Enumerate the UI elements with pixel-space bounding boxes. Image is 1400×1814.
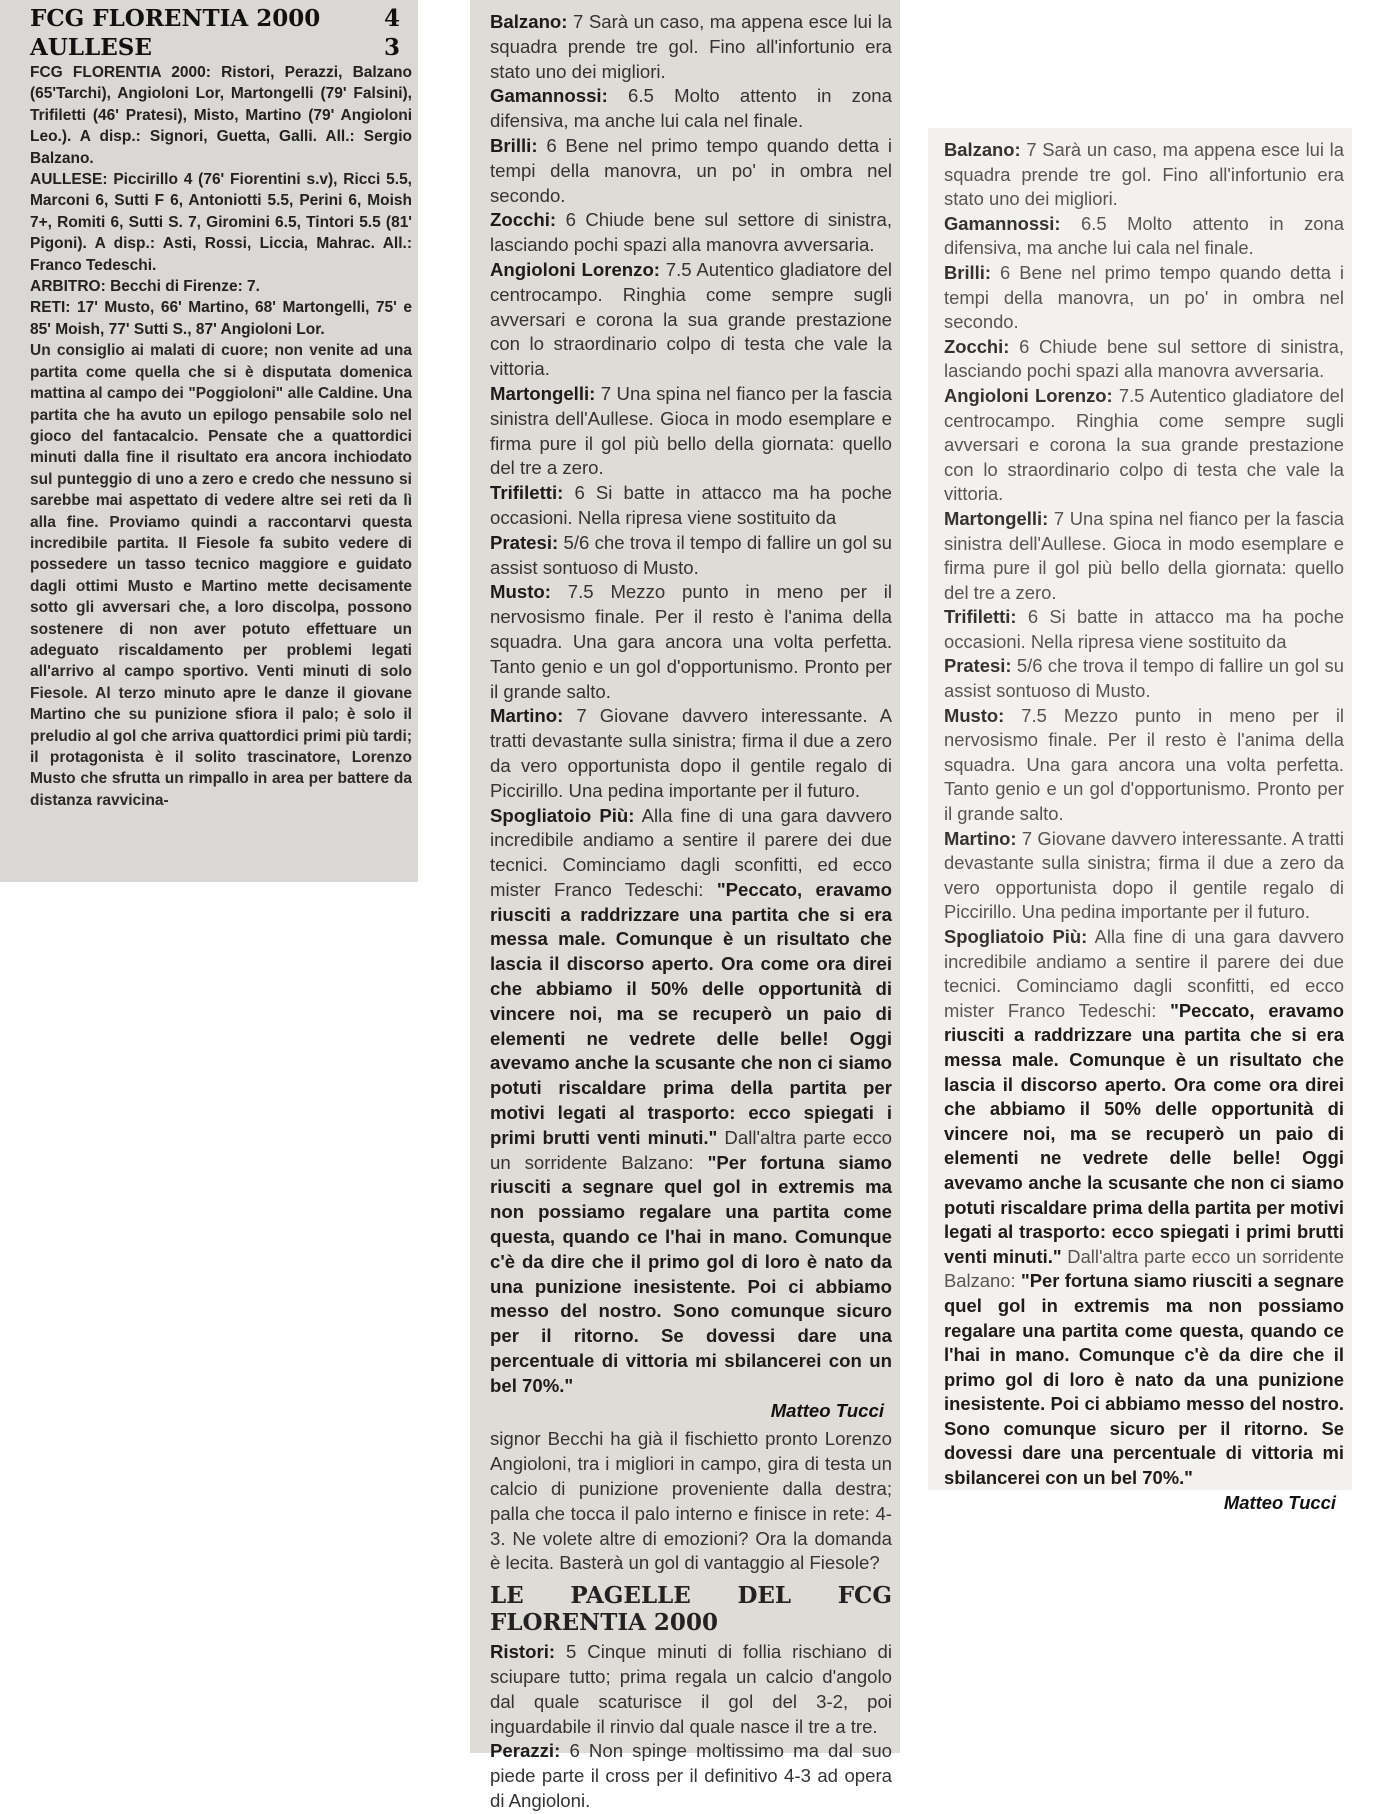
player-name: Brilli:	[490, 134, 538, 156]
author-signature-copy: Matteo Tucci	[1223, 1491, 1336, 1513]
player-name: Balzano:	[490, 11, 568, 32]
spogliatoio-label-copy: Spogliatoio Più:	[944, 926, 1088, 947]
player-name-copy: Balzano:	[944, 139, 1021, 160]
referee-label: ARBITRO:	[30, 278, 106, 296]
rating-entry	[490, 10, 892, 84]
player-name: Gamannossi:	[490, 85, 608, 107]
away-lineup-text: Piccirillo 4 (76' Fiorentini s.v), Ricci 5.5, Marconi 6, Sutti F 6, Antoniotti 5.5, Perini 6, Moish 7+, Romiti 6, Sutti S. 7, Giromini 6.5, Tintori 5.5 (81' Pigoni). A disp.: Asti, Rossi, Liccia, Mahrac. All.: Franco Tedeschi.	[30, 171, 412, 274]
rating-entry	[490, 1739, 892, 1813]
player-name: Angioloni Lorenzo:	[490, 258, 660, 280]
balzano-quote: "Per fortuna siamo riusciti a segnare quel gol in extremis ma non possiamo regalare una partita come questa, quando ce l'hai in mano. Comunque c'è da dire che il primo gol di loro è nato da una punizione inesistente. Poi ci abbiamo messo del nostro. Sono comunque sicuro per il ritorno. Se dovessi dare una percentuale di vittoria mi sbilancerei con un bel 70%."	[490, 1151, 893, 1396]
player-name-copy: Trifiletti:	[944, 606, 1017, 628]
ratings-list	[490, 10, 892, 804]
goals-line	[30, 297, 412, 340]
rating-entry	[490, 1640, 892, 1739]
player-rating-text: 7 Sarà un caso, ma appena esce lui la squadra prende tre gol. Fino all'infortunio era stato uno dei migliori.	[490, 11, 893, 82]
rating-entry-copy	[944, 654, 1344, 703]
player-rating-text-copy: 7 Sarà un caso, ma appena esce lui la squadra prende tre gol. Fino all'infortunio era stato uno dei migliori.	[944, 139, 1344, 210]
player-name: Zocchi:	[490, 209, 557, 231]
home-team-name: FCG FLORENTIA 2000	[30, 5, 321, 32]
player-rating-text-copy: 6 Bene nel primo tempo quando detta i tempi della manovra, un po' in ombra nel secondo.	[944, 261, 1344, 333]
ratings-list-copy	[944, 138, 1344, 925]
player-name-copy: Angioloni Lorenzo:	[944, 384, 1113, 406]
home-lineup-label: FCG FLORENTIA 2000:	[30, 64, 211, 81]
player-rating-text: 7 Giovane davvero interessante. A tratti devastante sulla sinistra; firma il due a zero da vero opportunista dopo il gentile regalo di Piccirillo. Una pedina importante per il futuro.	[490, 705, 892, 801]
player-rating-text-copy: 5/6 che trova il tempo di fallire un gol su assist sontuoso di Musto.	[944, 655, 1344, 702]
rating-entry-copy	[944, 827, 1344, 925]
rating-entry-copy	[944, 507, 1344, 605]
spogliatoio-entry-copy	[944, 925, 1344, 1491]
player-name-copy: Pratesi:	[944, 655, 1012, 677]
spogliatoio-intro: Alla fine di una gara davvero incredibile andiamo a sentire il parere dei due tecnici. Cominciamo dagli sconfitti, ed ecco mister Franco Tedeschi:	[490, 804, 892, 900]
player-name: Ristori:	[490, 1641, 556, 1663]
player-rating-text: 6.5 Molto attento in zona difensiva, ma anche lui cala nel finale.	[490, 85, 892, 132]
rating-entry	[490, 704, 892, 803]
spogliatoio-middle: Dall'altra parte ecco un sorridente Balzano:	[490, 1126, 892, 1173]
player-rating-text: 7.5 Mezzo punto in meno per il nervosismo finale. Per il resto è l'anima della squadra. Una gara ancora una volta perfetta. Tanto genio e un gol d'opportunismo. Pronto per il grande salto.	[490, 581, 892, 702]
player-rating-text-copy: 7 Una spina nel fianco per la fascia sinistra dell'Aullese. Gioca in modo esemplare e firma pure il gol più bello della giornata: quello del tre a zero.	[944, 507, 1344, 603]
pagelle-list	[490, 1640, 892, 1814]
rating-entry-copy	[944, 384, 1344, 507]
player-rating-text-copy: 6 Chiude bene sul settore di sinistra, lasciando pochi spazi alla manovra avversaria.	[944, 335, 1344, 382]
referee-line	[30, 276, 412, 297]
rating-entry-copy	[944, 261, 1344, 335]
player-rating-text: 6 Si batte in attacco ma ha poche occasioni. Nella ripresa viene sostituito da	[490, 482, 892, 528]
rating-entry-copy	[944, 605, 1344, 654]
away-score-line	[30, 33, 412, 62]
player-rating-text-copy: 7.5 Autentico gladiatore del centrocampo. Ringhia come sempre sugli avversari e corona la sua grande prestazione con lo straordinario colpo di testa che vale la vittoria.	[944, 384, 1344, 505]
spogliatoio-middle-copy: Dall'altra parte ecco un sorridente Balzano:	[944, 1245, 1344, 1292]
pagelle-title: LE PAGELLE DEL FCG FLORENTIA 2000	[490, 1582, 892, 1637]
player-name-copy: Gamannossi:	[944, 212, 1061, 234]
player-name-copy: Zocchi:	[944, 335, 1010, 357]
home-score-line	[30, 4, 412, 33]
goals-label: RETI:	[30, 299, 71, 317]
tedeschi-quote: "Peccato, eravamo riusciti a raddrizzare una partita che si era messa male. Comunque è un risultato che lascia il discorso aperto. Ora come ora direi che abbiamo il 50% delle opportunità di vincere noi, ma se recuperò un paio di elementi ne vedrete delle belle! Oggi avevamo anche la scusante che non ci siamo potuti riscaldare prima della partita per motivi legati al trasporto: ecco spiegati i primi brutti venti minuti."	[490, 878, 892, 1148]
rating-entry	[490, 481, 892, 531]
referee-text: Becchi di Firenze: 7.	[110, 278, 260, 296]
player-name-copy: Martongelli:	[944, 507, 1049, 529]
player-rating-text: 5/6 che trova il tempo di fallire un gol su assist sontuoso di Musto.	[490, 531, 892, 578]
goals-text: 17' Musto, 66' Martino, 68' Martongelli, 75' e 85' Moish, 77' Sutti S., 87' Angioloni Lor.	[30, 299, 412, 338]
home-lineup-text: Ristori, Perazzi, Balzano (65'Tarchi), Angioloni Lor, Martongelli (79' Falsini), Trifiletti (46' Pratesi), Misto, Martino (79' Angioloni Leo.). A disp.: Signori, Guetta, Galli. All.: Sergio Balzano.	[30, 64, 412, 167]
spogliatoio-label: Spogliatoio Più:	[490, 804, 635, 826]
away-lineup	[30, 169, 412, 276]
player-rating-text-copy: 6 Si batte in attacco ma ha poche occasioni. Nella ripresa viene sostituito da	[944, 606, 1344, 652]
player-rating-text: 6 Bene nel primo tempo quando detta i tempi della manovra, un po' in ombra nel secondo.	[490, 134, 892, 206]
player-name: Musto:	[490, 581, 551, 603]
away-lineup-label: AULLESE:	[30, 171, 108, 189]
balzano-quote-copy: "Per fortuna siamo riusciti a segnare quel gol in extremis ma non possiamo regalare una partita come questa, quando ce l'hai in mano. Comunque c'è da dire che il primo gol di loro è nato da una punizione inesistente. Poi ci abbiamo messo del nostro. Sono comunque sicuro per il ritorno. Se dovessi dare una percentuale di vittoria mi sbilancerei con un bel 70%."	[944, 1270, 1344, 1489]
away-team-name: AULLESE	[30, 34, 152, 61]
player-name: Martino:	[490, 705, 564, 727]
tedeschi-quote-copy: "Peccato, eravamo riusciti a raddrizzare una partita che si era messa male. Comunque è un risultato che lascia il discorso aperto. Ora come ora direi che abbiamo il 50% delle opportunità di vincere noi, ma se recuperò un paio di elementi ne vedrete delle belle! Oggi avevamo anche la scusante che non ci siamo potuti riscaldare prima della partita per motivi legati al trasporto: ecco spiegati i primi brutti venti minuti."	[944, 999, 1344, 1267]
player-name: Martongelli:	[490, 382, 596, 404]
home-team-score: 4	[383, 5, 400, 32]
rating-entry	[490, 258, 892, 382]
player-rating-text: 7 Una spina nel fianco per la fascia sinistra dell'Aullese. Gioca in modo esemplare e firma pure il gol più bello della giornata: quello del tre a zero.	[490, 382, 892, 479]
rating-entry	[490, 134, 892, 208]
rating-entry-copy	[944, 704, 1344, 827]
rating-entry-copy	[944, 138, 1344, 212]
player-name-copy: Martino:	[944, 827, 1017, 849]
ratings-clipping	[470, 0, 900, 1811]
player-rating-text: 6 Non spinge moltissimo ma dal suo piede parte il cross per il definitivo 4-3 ad opera di Angioloni.	[490, 1740, 893, 1811]
player-name: Perazzi:	[490, 1740, 561, 1762]
away-team-score: 3	[383, 34, 400, 61]
home-lineup	[30, 62, 412, 169]
rating-entry	[490, 531, 892, 581]
player-name-copy: Brilli:	[944, 261, 992, 283]
player-rating-text: 5 Cinque minuti di follia rischiano di sciupare tutto; prima regala un calcio d'angolo dal quale scaturisce il gol del 3-2, poi inguardabile il rinvio dal quale nasce il tre a tre.	[490, 1641, 892, 1737]
rating-entry-copy	[944, 212, 1344, 261]
player-rating-text-copy: 7 Giovane davvero interessante. A tratti devastante sulla sinistra; firma il due a zero da vero opportunista dopo il gentile regalo di Piccirillo. Una pedina importante per il futuro.	[944, 827, 1344, 923]
rating-entry	[490, 208, 892, 258]
match-narrative: Un consiglio ai malati di cuore; non venite ad una partita come quella che si è disputata domenica mattina al campo dei "Poggioloni" alle Caldine. Una partita che ha avuto un epilogo pensabile solo nel gioco del fantacalcio. Pensate che a quattordici minuti dalla fine il risultato era ancora inchiodato sul punteggio di uno a zero e credo che nessuno si sarebbe mai aspettato di vedere altre sei reti da lì alla fine. Proviamo quindi a raccontarvi questa incredibile partita. Il Fiesole fa subito vedere di possedere un tasso tecnico maggiore e guidato dagli ottimi Musto e Martino mette decisamente sotto gli avversari che, a loro discolpa, possono sostenere di non aver potuto effettuare un adeguato riscaldamento per problemi legati all'arrivo al campo sportivo. Venti minuti di solo Fiesole. Al terzo minuto apre le danze il giovane Martino che su punizione sfiora il palo; è solo il preludio al gol che arriva quattordici primi più tardi; il protagonista è il solito trascinatore, Lorenzo Musto che sfrutta un rimpallo in area per battere da distanza ravvicina-	[30, 342, 412, 809]
rating-entry	[490, 84, 892, 134]
player-name-copy: Musto:	[944, 704, 1005, 726]
rating-entry	[490, 382, 892, 481]
player-name: Pratesi:	[490, 531, 559, 553]
player-name: Trifiletti:	[490, 482, 564, 504]
rating-entry	[490, 580, 892, 704]
match-summary-clipping	[0, 0, 418, 882]
ratings-clipping-copy	[928, 128, 1352, 1513]
player-rating-text: 7.5 Autentico gladiatore del centrocampo. Ringhia come sempre sugli avversari e corona la sua grande prestazione con lo straordinario colpo di testa che vale la vittoria.	[490, 258, 892, 380]
player-rating-text: 6 Chiude bene sul settore di sinistra, lasciando pochi spazi alla manovra avversaria.	[490, 209, 892, 256]
author-signature: Matteo Tucci	[770, 1399, 884, 1421]
spogliatoio-intro-copy: Alla fine di una gara davvero incredibile andiamo a sentire il parere dei due tecnici. Cominciamo dagli sconfitti, ed ecco mister Franco Tedeschi:	[944, 926, 1344, 1021]
rating-entry-copy	[944, 335, 1344, 384]
player-rating-text-copy: 6.5 Molto attento in zona difensiva, ma anche lui cala nel finale.	[944, 212, 1344, 259]
match-narrative-continuation: signor Becchi ha già il fischietto pronto Lorenzo Angioloni, tra i migliori in campo, gira di testa un calcio di punizione proveniente dalla destra; palla che tocca il palo interno e finisce in rete: 4-3. Ne volete altre di emozioni? Ora la domanda è lecita. Basterà un gol di vantaggio al Fiesole?	[490, 1428, 892, 1574]
player-rating-text-copy: 7.5 Mezzo punto in meno per il nervosismo finale. Per il resto è l'anima della squadra. Una gara ancora una volta perfetta. Tanto genio e un gol d'opportunismo. Pronto per il grande salto.	[944, 704, 1344, 825]
spogliatoio-entry	[490, 804, 892, 1399]
